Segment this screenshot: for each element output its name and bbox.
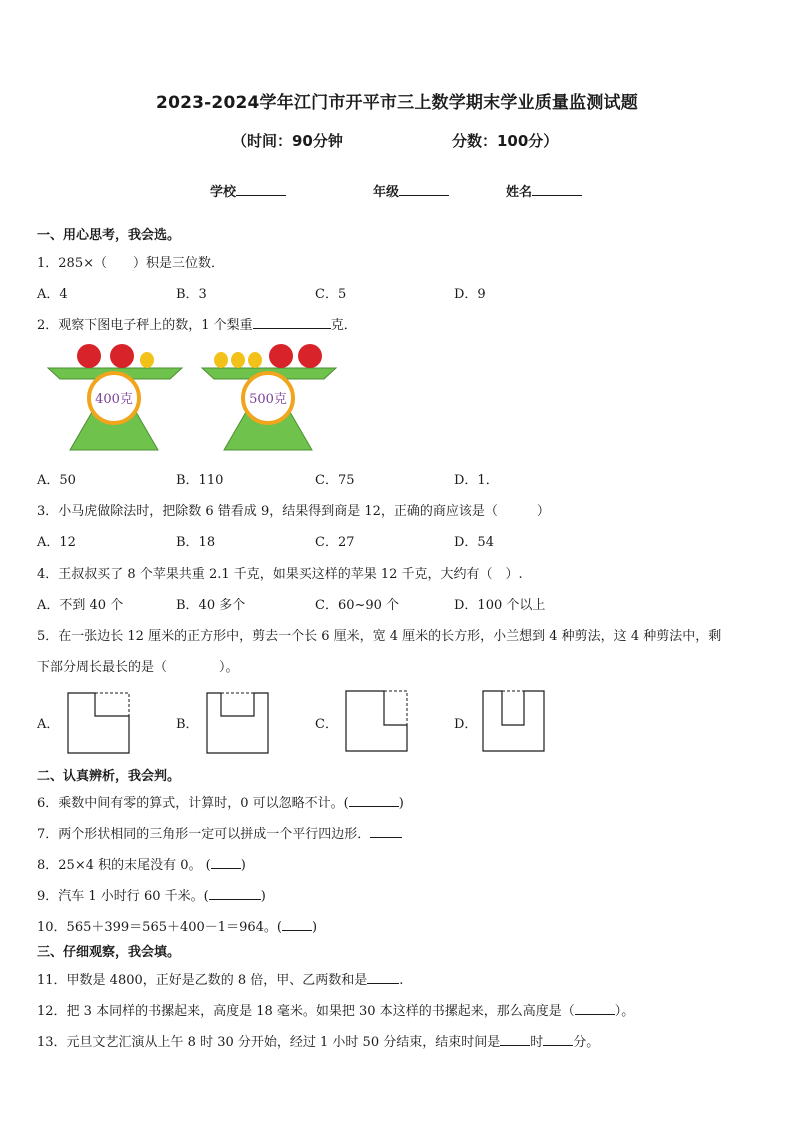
q2-text: 2．观察下图电子秤上的数，1 个梨重 bbox=[37, 318, 253, 333]
q1-option-c[interactable]: C．5 bbox=[315, 287, 347, 302]
q4-option-d[interactable]: D．100 个以上 bbox=[454, 598, 546, 613]
apple-icon bbox=[269, 344, 293, 368]
q11-blank[interactable] bbox=[367, 970, 399, 984]
q2-option-b[interactable]: B．110 bbox=[176, 473, 224, 488]
pear-icon bbox=[231, 352, 245, 368]
question-10: 10．565＋399＝565＋400－1＝964。( ) bbox=[37, 916, 317, 935]
q2-option-c[interactable]: C．75 bbox=[315, 473, 355, 488]
page-title: 2023-2024学年江门市开平市三上数学期末学业质量监测试题 bbox=[156, 93, 638, 113]
school-field[interactable] bbox=[210, 181, 286, 200]
apple-icon bbox=[77, 344, 101, 368]
q4-option-c[interactable]: C．60~90 个 bbox=[315, 598, 400, 613]
q2-option-d[interactable]: D．1． bbox=[454, 473, 499, 488]
q10-blank[interactable] bbox=[282, 917, 312, 931]
q12-blank[interactable] bbox=[575, 1001, 615, 1015]
apple-icon bbox=[298, 344, 322, 368]
q13-minute-blank[interactable] bbox=[543, 1032, 573, 1046]
q5-option-b[interactable]: B． bbox=[176, 717, 199, 732]
name-label: 姓名 bbox=[506, 185, 533, 200]
section-1-heading: 一、用心思考，我会选。 bbox=[37, 228, 181, 243]
question-13: 13．元旦文艺汇演从上午 8 时 30 分开始，经过 1 小时 50 分结束，结束时间是 时 分。 bbox=[37, 1031, 599, 1050]
q1-option-d[interactable]: D．9 bbox=[454, 287, 486, 302]
q5-figure-d bbox=[482, 690, 546, 754]
question-9: 9．汽车 1 小时行 60 千米。( ) bbox=[37, 885, 266, 904]
q2-unit: 克． bbox=[330, 318, 357, 333]
q8-blank[interactable] bbox=[211, 855, 241, 869]
q4-option-a[interactable]: A．不到 40 个 bbox=[37, 598, 124, 613]
q7-blank[interactable] bbox=[370, 824, 402, 838]
q1-option-a[interactable]: A．4 bbox=[37, 287, 68, 302]
q3-option-b[interactable]: B．18 bbox=[176, 535, 216, 550]
question-2 bbox=[37, 314, 357, 333]
q2-option-a[interactable]: A．50 bbox=[37, 473, 76, 488]
pear-icon bbox=[248, 352, 262, 368]
scale2-reading: 500克 bbox=[249, 392, 287, 407]
name-blank[interactable] bbox=[532, 181, 582, 196]
q4-option-b[interactable]: B．40 多个 bbox=[176, 598, 246, 613]
q9-blank[interactable] bbox=[209, 886, 261, 900]
scale-illustration-1 bbox=[40, 340, 190, 452]
q3-option-d[interactable]: D．54 bbox=[454, 535, 494, 550]
q5-option-a[interactable]: A． bbox=[37, 717, 60, 732]
question-5-line-2: 下部分周长最长的是（ ）。 bbox=[37, 660, 239, 675]
q6-blank[interactable] bbox=[349, 793, 399, 807]
question-11: 11．甲数是 4800，正好是乙数的 8 倍，甲、乙两数和是 . bbox=[37, 969, 403, 988]
scale1-reading: 400克 bbox=[95, 392, 133, 407]
question-3: 3．小马虎做除法时，把除数 6 错看成 9，结果得到商是 12，正确的商应该是（ ） bbox=[37, 504, 550, 519]
section-2-heading: 二、认真辨析，我会判。 bbox=[37, 769, 181, 784]
school-blank[interactable] bbox=[236, 181, 286, 196]
time-label: （时间：90分钟 bbox=[232, 132, 343, 150]
question-7: 7．两个形状相同的三角形一定可以拼成一个平行四边形． bbox=[37, 823, 402, 842]
q5-figure-c bbox=[345, 690, 409, 754]
question-5-line-1: 5．在一张边长 12 厘米的正方形中，剪去一个长 6 厘米，宽 4 厘米的长方形，小兰想到 4 种剪法，这 4 种剪法中，剩 bbox=[37, 629, 722, 644]
name-field[interactable] bbox=[506, 181, 582, 200]
grade-blank[interactable] bbox=[399, 181, 449, 196]
section-3-heading: 三、仔细观察，我会填。 bbox=[37, 945, 181, 960]
score-label: 分数：100分） bbox=[452, 132, 559, 150]
q13-hour-blank[interactable] bbox=[500, 1032, 530, 1046]
question-12: 12．把 3 本同样的书摞起来，高度是 18 毫米。如果把 30 本这样的书摞起来，那么高度是（ ）。 bbox=[37, 1000, 634, 1019]
q1-option-b[interactable]: B．3 bbox=[176, 287, 207, 302]
scale-illustration-2 bbox=[196, 340, 346, 452]
grade-field[interactable] bbox=[373, 181, 449, 200]
q5-option-d[interactable]: D． bbox=[454, 717, 478, 732]
q5-option-c[interactable]: C． bbox=[315, 717, 338, 732]
q3-option-a[interactable]: A．12 bbox=[37, 535, 76, 550]
question-6: 6．乘数中间有零的算式，计算时，0 可以忽略不计。( ) bbox=[37, 792, 404, 811]
question-4: 4．王叔叔买了 8 个苹果共重 2.1 千克，如果买这样的苹果 12 千克，大约有（ ）. bbox=[37, 567, 523, 582]
question-1: 1．285×（ ）积是三位数． bbox=[37, 256, 224, 271]
grade-label: 年级 bbox=[373, 185, 400, 200]
school-label: 学校 bbox=[210, 185, 237, 200]
q5-figure-a bbox=[67, 692, 131, 756]
apple-icon bbox=[110, 344, 134, 368]
q5-figure-b bbox=[206, 692, 270, 756]
pear-icon bbox=[140, 352, 154, 368]
pear-icon bbox=[214, 352, 228, 368]
question-8: 8．25×4 积的末尾没有 0。 ( ) bbox=[37, 854, 246, 873]
q2-blank[interactable] bbox=[253, 315, 331, 329]
q3-option-c[interactable]: C．27 bbox=[315, 535, 355, 550]
